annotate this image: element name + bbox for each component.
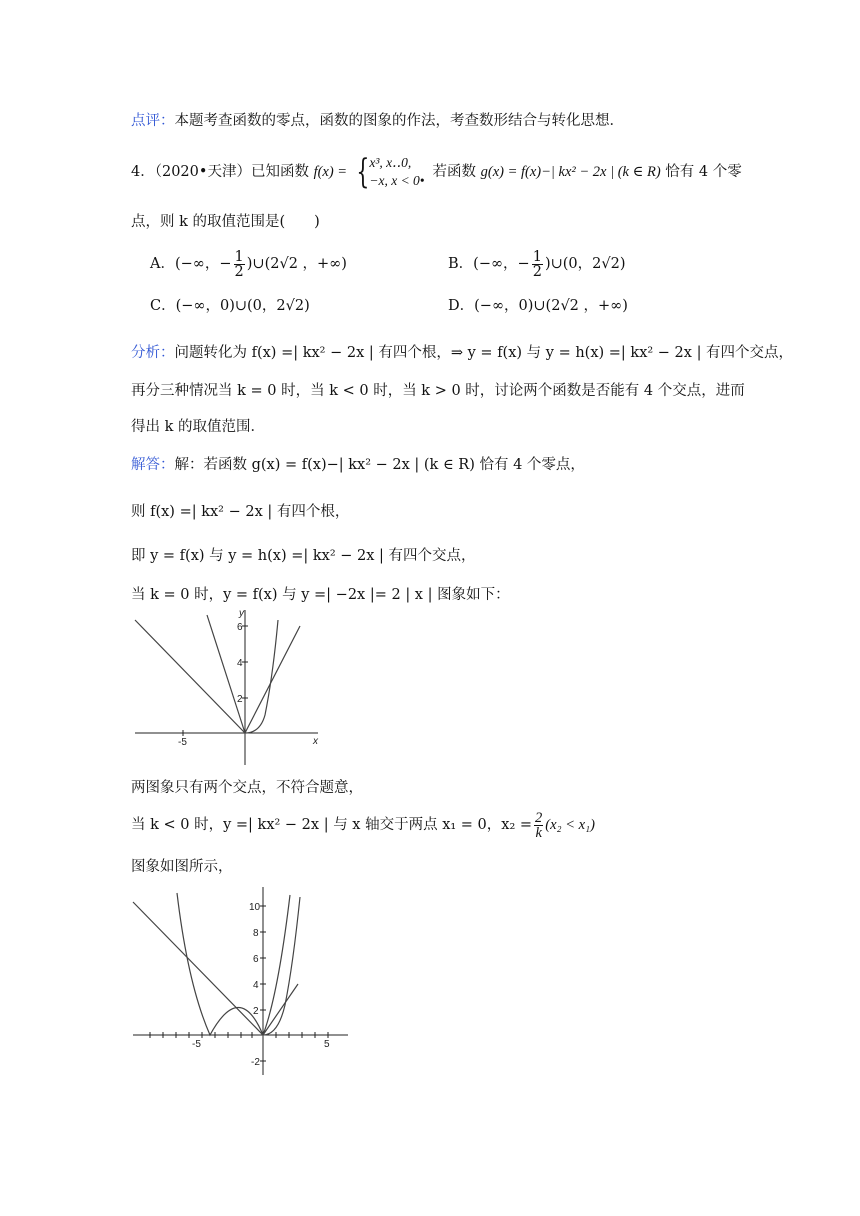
solution-line-6 [131, 808, 595, 842]
solution-line-1 [131, 455, 585, 475]
x-tick-label-neg5: -5 [178, 737, 187, 748]
frac-den: 2 [532, 263, 542, 280]
y-tick-label-2: 2 [237, 694, 243, 705]
option-d [448, 296, 628, 316]
problem-line-2: 点，则 k 的取值范围是( ) [131, 214, 320, 230]
comment-line [131, 111, 624, 131]
y-tick-label-2: 2 [253, 1006, 259, 1017]
frac-num: 2 [535, 809, 543, 826]
solution-line-5: 两图象只有两个交点，不符合题意， [131, 780, 363, 796]
solution-line-7: 图象如图所示， [131, 859, 233, 875]
solution-text-6b: (x₂ < x₁) [545, 817, 595, 833]
curve-abs-x [133, 902, 298, 1035]
x-axis-label: x [313, 736, 318, 747]
piecewise-cases [369, 154, 424, 190]
frac-num: 1 [532, 248, 542, 265]
option-b-part1: (−∞，− [473, 256, 530, 272]
option-b [448, 247, 625, 281]
option-a-part1: (−∞，− [174, 256, 232, 272]
solution-frac [534, 811, 543, 840]
solution-text-6a: 当 k < 0 时，y =| kx² − 2x | 与 x 轴交于两点 x₁ = 0，x₂ = [131, 817, 533, 833]
problem-mid: 若函数 [432, 164, 477, 180]
option-d-text: (−∞，0)∪(2√2 ，+∞) [474, 298, 628, 314]
option-c-text: (−∞，0)∪(0，2√2) [175, 298, 310, 314]
option-a-part2: )∪(2√2 ，+∞) [246, 256, 347, 272]
option-c-label: C． [150, 298, 176, 314]
comment-label: 点评： [131, 113, 175, 129]
x-tick-label-neg5: -5 [192, 1039, 201, 1050]
problem-line-1 [131, 152, 742, 192]
analysis-label: 分析： [131, 345, 175, 361]
analysis-text-1: 问题转化为 f(x) =| kx² − 2x | 有四个根，⇒ y = f(x) 与 y = h(x) =| kx² − 2x | 有四个交点， [174, 345, 794, 361]
curve-cubic [245, 620, 278, 733]
graph-k-negative [130, 885, 352, 1080]
y-tick-label-8: 8 [253, 928, 259, 939]
x-tick-label-5: 5 [324, 1039, 330, 1050]
option-b-frac [532, 250, 543, 279]
problem-source: （2020•天津） [154, 164, 251, 180]
solution-line-2: 则 f(x) =| kx² − 2x | 有四个根， [131, 504, 350, 520]
curve-cubic [263, 897, 300, 1035]
curve-2abs-x [135, 620, 300, 733]
option-d-label: D． [448, 298, 475, 314]
g-definition: g(x) = f(x)−| kx² − 2x | (k ∈ R) [480, 164, 661, 180]
y-tick-label-6: 6 [253, 954, 259, 965]
piecewise-brace: { [356, 152, 370, 192]
y-tick-label-4: 4 [253, 980, 259, 991]
problem-lead: 已知函数 [250, 164, 309, 180]
problem-tail: 恰有 4 个零 [665, 164, 742, 180]
case-1: x³, x‥0, [369, 155, 412, 170]
frac-den: 2 [234, 263, 244, 280]
case-2: −x, x < 0• [369, 173, 425, 188]
graph-k-zero [130, 605, 330, 770]
y-axis-label: y [239, 608, 244, 619]
option-a [150, 247, 347, 281]
option-c [150, 296, 310, 316]
option-a-frac [234, 250, 245, 279]
y-tick-label-4: 4 [237, 658, 243, 669]
option-a-label: A． [150, 256, 175, 272]
y-tick-label-neg2: -2 [251, 1057, 260, 1068]
solution-text-1: 解：若函数 g(x) = f(x)−| kx² − 2x | (k ∈ R) 恰有 4 个零点， [174, 457, 585, 473]
comment-text: 本题考查函数的零点，函数的图象的作法，考查数形结合与转化思想． [174, 113, 624, 129]
analysis-line-1 [131, 343, 793, 363]
frac-den: k [535, 824, 542, 841]
problem-number: 4． [131, 164, 155, 180]
y-tick-label-10: 10 [249, 902, 261, 913]
solution-label: 解答： [131, 457, 175, 473]
solution-line-3: 即 y = f(x) 与 y = h(x) =| kx² − 2x | 有四个交点， [131, 548, 476, 564]
analysis-line-2: 再分三种情况当 k = 0 时，当 k < 0 时，当 k > 0 时，讨论两个函数是否能有 4 个交点，进而 [131, 383, 745, 399]
f-of-x: f(x) = [313, 164, 348, 180]
option-b-label: B． [448, 256, 474, 272]
analysis-line-3: 得出 k 的取值范围． [131, 419, 266, 435]
y-tick-label-6: 6 [237, 622, 243, 633]
solution-line-4: 当 k = 0 时，y = f(x) 与 y =| −2x |= 2 | x | 图象如下： [131, 587, 510, 603]
option-b-part2: )∪(0，2√2) [544, 256, 626, 272]
frac-num: 1 [234, 248, 244, 265]
